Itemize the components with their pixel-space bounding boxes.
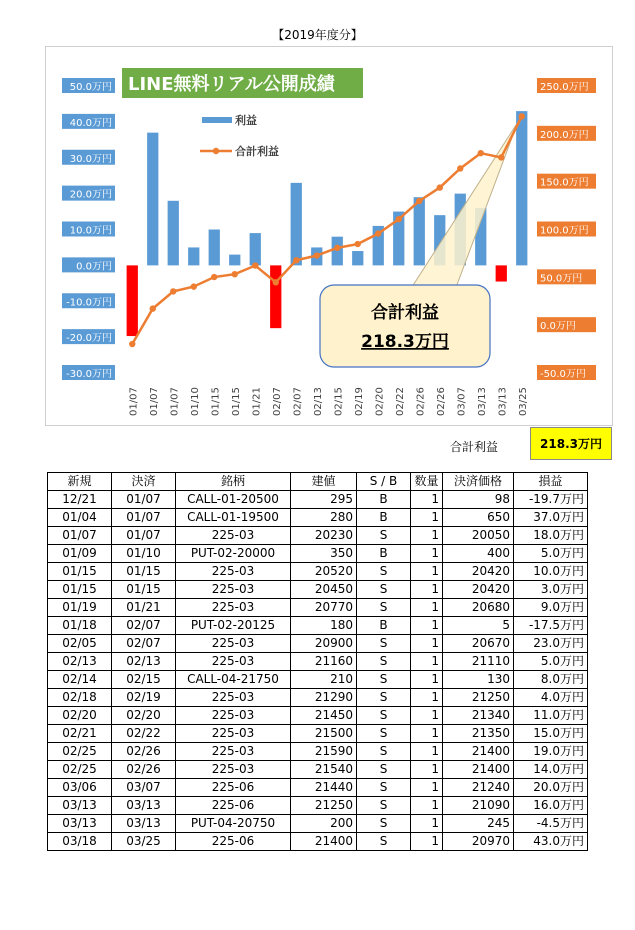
table-cell: 18.0万円 (514, 527, 588, 545)
table-cell: 225-03 (176, 725, 291, 743)
left-axis-tick-label: 10.0万円 (69, 225, 112, 237)
table-cell: S (357, 797, 411, 815)
cumulative-point (396, 216, 402, 222)
x-tick-label: 01/07 (169, 387, 181, 416)
table-cell: S (357, 563, 411, 581)
table-cell: 225-03 (176, 563, 291, 581)
table-cell: 21250 (443, 689, 514, 707)
table-row (48, 491, 588, 509)
col-header-symbol: 銘柄 (176, 473, 291, 491)
col-header-settle: 決済 (112, 473, 176, 491)
table-cell: 21590 (291, 743, 357, 761)
table-cell: 03/13 (112, 797, 176, 815)
cumulative-point (437, 184, 443, 190)
table-cell: 03/18 (48, 833, 112, 851)
right-axis-tick-label: 200.0万円 (540, 129, 589, 141)
table-cell: CALL-01-19500 (176, 509, 291, 527)
cumulative-point (252, 262, 258, 268)
callout-pointer (410, 122, 518, 290)
table-cell: 02/05 (48, 635, 112, 653)
table-cell: 1 (411, 527, 443, 545)
col-header-side: S / B (357, 473, 411, 491)
total-profit-label: 合計利益 (450, 440, 499, 454)
x-tick-label: 01/07 (128, 387, 140, 416)
table-cell: B (357, 509, 411, 527)
table-cell: PUT-04-20750 (176, 815, 291, 833)
callout-value: 218.3万円 (361, 332, 449, 352)
table-cell: 225-03 (176, 581, 291, 599)
year-title: 【2019年度分】 (272, 28, 363, 42)
left-axis-tick-label: -20.0万円 (66, 333, 112, 345)
table-row (48, 725, 588, 743)
table-cell: 4.0万円 (514, 689, 588, 707)
table-cell: 350 (291, 545, 357, 563)
chart-title: LINE無料リアル公開成績 (128, 74, 335, 95)
table-cell: 20420 (443, 581, 514, 599)
cumulative-point (129, 341, 135, 347)
table-cell: 1 (411, 671, 443, 689)
table-cell: 210 (291, 671, 357, 689)
table-row (48, 761, 588, 779)
table-cell: 1 (411, 815, 443, 833)
table-cell: 19.0万円 (514, 743, 588, 761)
table-cell: 3.0万円 (514, 581, 588, 599)
table-cell: 02/13 (48, 653, 112, 671)
table-cell: 225-03 (176, 689, 291, 707)
table-cell: 01/04 (48, 509, 112, 527)
table-cell: 1 (411, 545, 443, 563)
table-cell: 01/15 (48, 581, 112, 599)
right-axis-tick-label: 100.0万円 (540, 225, 589, 237)
table-cell: S (357, 833, 411, 851)
table-cell: 02/07 (112, 635, 176, 653)
table-cell: S (357, 527, 411, 545)
table-cell: 225-03 (176, 707, 291, 725)
table-row (48, 797, 588, 815)
table-cell: S (357, 707, 411, 725)
col-header-pnl: 損益 (514, 473, 588, 491)
right-axis-tick-label: 50.0万円 (540, 273, 583, 285)
x-tick-label: 02/20 (374, 387, 386, 416)
table-cell: 37.0万円 (514, 509, 588, 527)
table-cell: 1 (411, 707, 443, 725)
table-cell: 1 (411, 761, 443, 779)
table-cell: S (357, 743, 411, 761)
x-tick-label: 02/22 (394, 387, 406, 416)
table-cell: S (357, 689, 411, 707)
table-cell: S (357, 671, 411, 689)
table-cell: 20770 (291, 599, 357, 617)
table-cell: 225-03 (176, 527, 291, 545)
table-cell: 12/21 (48, 491, 112, 509)
table-cell: 02/21 (48, 725, 112, 743)
profit-bar (147, 133, 158, 266)
table-cell: 1 (411, 779, 443, 797)
table-cell: 21400 (291, 833, 357, 851)
table-cell: 03/13 (48, 797, 112, 815)
table-cell: 01/19 (48, 599, 112, 617)
profit-bar (127, 265, 138, 336)
col-header-exit-price: 決済価格 (443, 473, 514, 491)
profit-bar (270, 265, 281, 328)
table-cell: 1 (411, 725, 443, 743)
table-cell: 02/07 (112, 617, 176, 635)
cumulative-point (273, 279, 279, 285)
profit-bar (250, 233, 261, 265)
table-row (48, 617, 588, 635)
right-axis-tick-label: 250.0万円 (540, 82, 589, 93)
table-cell: 21450 (291, 707, 357, 725)
table-cell: PUT-02-20125 (176, 617, 291, 635)
profit-bar (188, 247, 199, 265)
table-cell: S (357, 779, 411, 797)
table-cell: 1 (411, 833, 443, 851)
table-cell: 20230 (291, 527, 357, 545)
table-cell: 295 (291, 491, 357, 509)
table-cell: 21400 (443, 761, 514, 779)
table-cell: 1 (411, 653, 443, 671)
table-cell: 180 (291, 617, 357, 635)
callout-label: 合計利益 (371, 303, 439, 323)
table-row (48, 581, 588, 599)
right-axis-tick-label: 150.0万円 (540, 177, 589, 189)
profit-bar (352, 251, 363, 265)
x-tick-label: 01/15 (230, 387, 242, 416)
table-cell: 01/15 (112, 563, 176, 581)
table-cell: 11.0万円 (514, 707, 588, 725)
table-cell: 20420 (443, 563, 514, 581)
table-cell: 02/13 (112, 653, 176, 671)
callout-box (320, 285, 490, 367)
cumulative-point (355, 241, 361, 247)
table-cell: 01/07 (48, 527, 112, 545)
table-cell: 200 (291, 815, 357, 833)
table-cell: S (357, 599, 411, 617)
left-axis-tick-label: -10.0万円 (66, 297, 112, 309)
table-cell: 21240 (443, 779, 514, 797)
profit-bar (229, 255, 240, 266)
x-tick-label: 03/25 (517, 387, 529, 416)
table-cell: 02/25 (48, 743, 112, 761)
cumulative-point (191, 283, 197, 289)
profit-bar (496, 265, 507, 281)
table-header-row (48, 473, 588, 491)
table-cell: 01/07 (112, 527, 176, 545)
table-cell: 02/26 (112, 761, 176, 779)
profit-bar (516, 111, 527, 265)
table-cell: 02/26 (112, 743, 176, 761)
table-cell: 20680 (443, 599, 514, 617)
table-row (48, 509, 588, 527)
table-cell: 10.0万円 (514, 563, 588, 581)
table-cell: 21540 (291, 761, 357, 779)
table-cell: B (357, 491, 411, 509)
table-cell: 20670 (443, 635, 514, 653)
x-tick-label: 02/26 (415, 387, 427, 416)
table-cell: 21400 (443, 743, 514, 761)
table-cell: 02/20 (48, 707, 112, 725)
legend-line-label: 合計利益 (235, 145, 279, 158)
cumulative-point (478, 150, 484, 156)
table-cell: 1 (411, 491, 443, 509)
left-axis-tick-label: 0.0万円 (76, 261, 112, 273)
cumulative-point (519, 113, 525, 119)
x-tick-label: 02/13 (312, 387, 324, 416)
table-cell: 02/22 (112, 725, 176, 743)
table-cell: 1 (411, 689, 443, 707)
x-tick-label: 02/15 (333, 387, 345, 416)
table-cell: S (357, 635, 411, 653)
trades-table (47, 472, 588, 851)
table-cell: 03/07 (112, 779, 176, 797)
table-row (48, 707, 588, 725)
table-row (48, 815, 588, 833)
table-cell: B (357, 545, 411, 563)
col-header-entry-price: 建値 (291, 473, 357, 491)
legend-line-marker (213, 148, 219, 154)
table-cell: 03/13 (112, 815, 176, 833)
table-row (48, 833, 588, 851)
table-cell: 1 (411, 581, 443, 599)
table-cell: 225-03 (176, 653, 291, 671)
table-cell: 21090 (443, 797, 514, 815)
table-row (48, 743, 588, 761)
table-cell: 03/13 (48, 815, 112, 833)
x-tick-label: 01/07 (148, 387, 160, 416)
table-cell: 14.0万円 (514, 761, 588, 779)
table-row (48, 599, 588, 617)
table-cell: 02/25 (48, 761, 112, 779)
table-cell: 02/19 (112, 689, 176, 707)
x-tick-label: 03/13 (497, 387, 509, 416)
cumulative-point (457, 165, 463, 171)
cumulative-point (232, 271, 238, 277)
table-cell: -17.5万円 (514, 617, 588, 635)
table-cell: 1 (411, 743, 443, 761)
table-row (48, 545, 588, 563)
cumulative-point (293, 257, 299, 263)
table-cell: 1 (411, 599, 443, 617)
table-cell: 21290 (291, 689, 357, 707)
table-row (48, 527, 588, 545)
table-cell: 21440 (291, 779, 357, 797)
table-cell: 20050 (443, 527, 514, 545)
table-cell: S (357, 581, 411, 599)
table-cell: 1 (411, 563, 443, 581)
table-cell: 02/15 (112, 671, 176, 689)
cumulative-point (375, 230, 381, 236)
x-tick-label: 02/07 (292, 387, 304, 416)
table-cell: 21110 (443, 653, 514, 671)
x-tick-label: 03/07 (456, 387, 468, 416)
profit-bar (168, 201, 179, 266)
table-cell: 225-03 (176, 599, 291, 617)
x-tick-label: 02/26 (435, 387, 447, 416)
table-cell: 21340 (443, 707, 514, 725)
right-axis-tick-label: -50.0万円 (540, 369, 586, 380)
table-cell: 21500 (291, 725, 357, 743)
x-tick-label: 01/15 (210, 387, 222, 416)
table-cell: 03/06 (48, 779, 112, 797)
x-tick-label: 02/07 (271, 387, 283, 416)
profit-chart (0, 0, 635, 430)
table-cell: 20900 (291, 635, 357, 653)
table-cell: 5 (443, 617, 514, 635)
table-cell: S (357, 653, 411, 671)
table-cell: 20450 (291, 581, 357, 599)
x-tick-label: 01/10 (189, 387, 201, 416)
table-cell: 245 (443, 815, 514, 833)
table-cell: -4.5万円 (514, 815, 588, 833)
table-cell: 03/25 (112, 833, 176, 851)
table-cell: CALL-04-21750 (176, 671, 291, 689)
table-cell: 225-03 (176, 761, 291, 779)
profit-bar (291, 183, 302, 266)
cumulative-point (211, 274, 217, 280)
table-cell: CALL-01-20500 (176, 491, 291, 509)
table-cell: 1 (411, 617, 443, 635)
table-cell: 01/18 (48, 617, 112, 635)
table-cell: 01/07 (112, 509, 176, 527)
table-cell: PUT-02-20000 (176, 545, 291, 563)
table-cell: 98 (443, 491, 514, 509)
table-cell: 20.0万円 (514, 779, 588, 797)
table-row (48, 689, 588, 707)
table-cell: 21350 (443, 725, 514, 743)
table-cell: 1 (411, 635, 443, 653)
table-cell: 02/20 (112, 707, 176, 725)
table-row (48, 671, 588, 689)
table-cell: S (357, 761, 411, 779)
table-cell: 01/15 (48, 563, 112, 581)
cumulative-point (416, 198, 422, 204)
table-cell: 1 (411, 509, 443, 527)
table-cell: 02/14 (48, 671, 112, 689)
table-cell: 225-06 (176, 797, 291, 815)
table-row (48, 779, 588, 797)
cumulative-point (150, 305, 156, 311)
table-row (48, 653, 588, 671)
table-cell: 21250 (291, 797, 357, 815)
table-cell: 225-03 (176, 635, 291, 653)
left-axis-tick-label: 30.0万円 (69, 153, 112, 165)
table-cell: 20970 (443, 833, 514, 851)
x-tick-label: 01/21 (251, 387, 263, 416)
cumulative-point (314, 252, 320, 258)
table-cell: 01/10 (112, 545, 176, 563)
table-cell: 15.0万円 (514, 725, 588, 743)
total-profit-value: 218.3万円 (530, 427, 612, 460)
table-cell: S (357, 815, 411, 833)
table-cell: 225-06 (176, 779, 291, 797)
table-cell: 16.0万円 (514, 797, 588, 815)
table-cell: 225-06 (176, 833, 291, 851)
table-cell: 130 (443, 671, 514, 689)
left-axis-tick-label: -30.0万円 (66, 369, 112, 380)
table-cell: 01/09 (48, 545, 112, 563)
cumulative-point (170, 288, 176, 294)
col-header-quantity: 数量 (411, 473, 443, 491)
cumulative-point (498, 154, 504, 160)
left-axis-tick-label: 50.0万円 (69, 82, 112, 93)
table-cell: 5.0万円 (514, 653, 588, 671)
left-axis-tick-label: 20.0万円 (69, 189, 112, 201)
cumulative-point (334, 245, 340, 251)
table-cell: 02/18 (48, 689, 112, 707)
right-axis-tick-label: 0.0万円 (540, 321, 576, 333)
legend-bar-label: 利益 (235, 114, 257, 127)
table-cell: 20520 (291, 563, 357, 581)
table-cell: 1 (411, 797, 443, 815)
table-cell: 01/07 (112, 491, 176, 509)
table-cell: 01/15 (112, 581, 176, 599)
table-cell: 01/21 (112, 599, 176, 617)
table-cell: 43.0万円 (514, 833, 588, 851)
table-row (48, 563, 588, 581)
table-cell: 280 (291, 509, 357, 527)
table-cell: 8.0万円 (514, 671, 588, 689)
table-cell: 400 (443, 545, 514, 563)
profit-bar (209, 230, 220, 266)
legend-bar-swatch (202, 117, 232, 123)
table-cell: 21160 (291, 653, 357, 671)
left-axis-tick-label: 40.0万円 (69, 117, 112, 129)
table-cell: S (357, 725, 411, 743)
table-cell: 5.0万円 (514, 545, 588, 563)
table-cell: 9.0万円 (514, 599, 588, 617)
col-header-new: 新規 (48, 473, 112, 491)
table-cell: -19.7万円 (514, 491, 588, 509)
table-cell: B (357, 617, 411, 635)
x-tick-label: 03/13 (476, 387, 488, 416)
profit-bar (414, 197, 425, 265)
table-row (48, 635, 588, 653)
table-cell: 650 (443, 509, 514, 527)
x-tick-label: 02/19 (353, 387, 365, 416)
table-cell: 225-03 (176, 743, 291, 761)
table-cell: 23.0万円 (514, 635, 588, 653)
